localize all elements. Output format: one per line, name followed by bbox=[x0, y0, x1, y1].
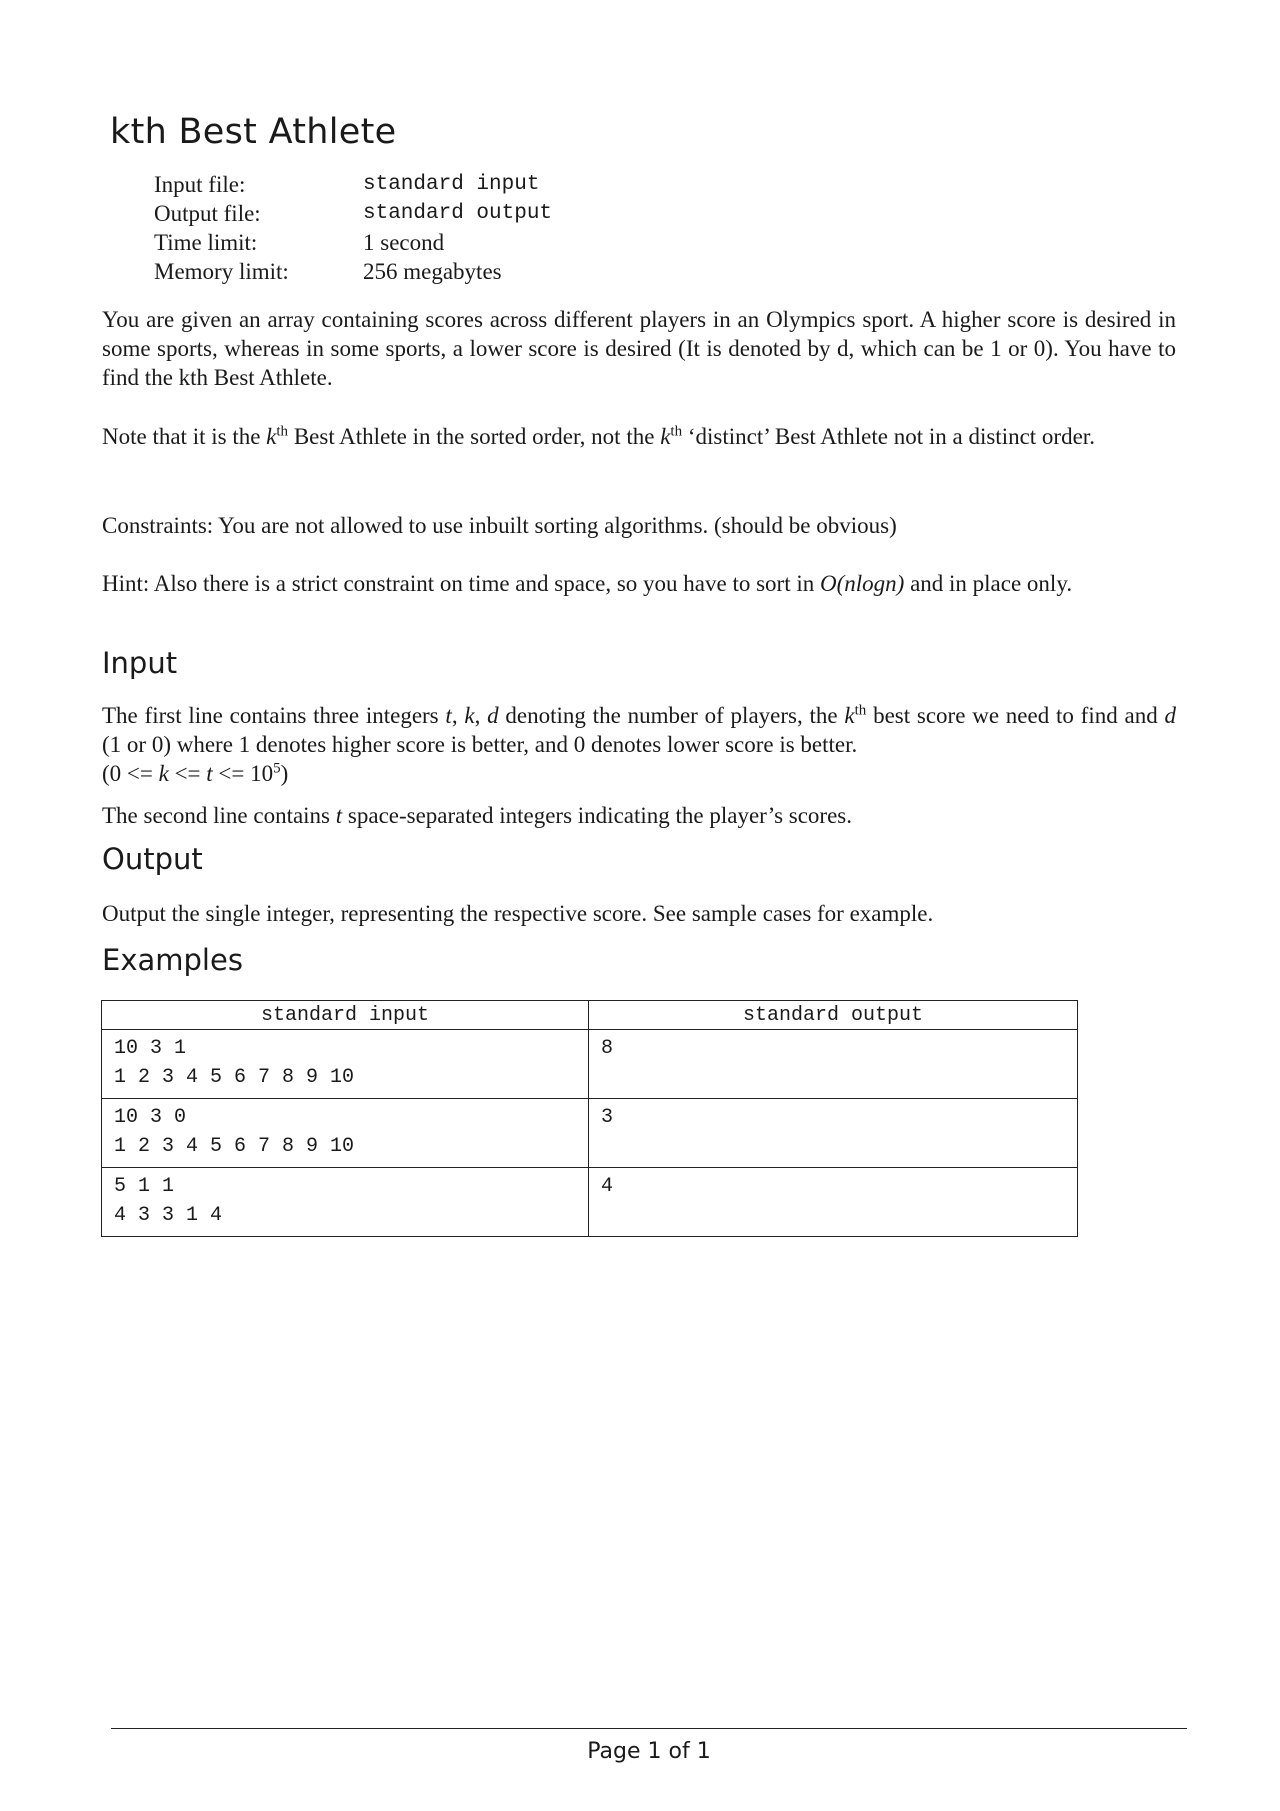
input-paragraph-1: The first line contains three integers t, k, d denoting the number of players, the $k^{th}$ best score we need to find and d (1 or 0) where 1 denotes higher score is better, and 0 denotes lower score is better. $(0 <= k <= t <= 10^5)$ bbox=[102, 702, 1177, 786]
math-var: k bbox=[266, 424, 277, 449]
math-var: k bbox=[158, 761, 169, 786]
page-number: Page 1 of 1 bbox=[587, 1739, 711, 1764]
superscript: th bbox=[670, 423, 683, 440]
math-var: k bbox=[660, 424, 671, 449]
text-run: best score we need to find and bbox=[866, 703, 1165, 728]
text-run: Note that it is the bbox=[102, 424, 267, 449]
column-header-input: standard input bbox=[102, 1001, 589, 1030]
example-output: 3 bbox=[589, 1099, 1078, 1168]
example-row bbox=[102, 1168, 1078, 1237]
examples-heading: Examples bbox=[102, 943, 243, 977]
math-var: d bbox=[1164, 703, 1177, 728]
limit-value: 256 megabytes bbox=[363, 259, 502, 284]
math-var: d bbox=[487, 703, 499, 728]
limit-label: Memory limit: bbox=[154, 259, 289, 284]
limit-value: standard input bbox=[363, 173, 540, 196]
math-var: t bbox=[445, 703, 452, 728]
superscript: th bbox=[276, 423, 289, 440]
text-run: Best Athlete in the sorted order, not the bbox=[288, 424, 661, 449]
text-run: <= 10 bbox=[212, 761, 274, 786]
example-input: 10 3 1 1 2 3 4 5 6 7 8 9 10 bbox=[102, 1030, 589, 1099]
output-heading: Output bbox=[102, 842, 203, 876]
limit-row-time-limit bbox=[154, 228, 552, 257]
limit-row-memory-limit bbox=[154, 257, 552, 286]
limit-row-output-file bbox=[154, 199, 552, 228]
constraints-paragraph: Constraints: You are not allowed to use inbuilt sorting algorithms. (should be obvious) bbox=[102, 513, 897, 538]
text-run: Hint: Also there is a strict constraint on time and space, so you have to sort in bbox=[102, 571, 820, 596]
example-input: 10 3 0 1 2 3 4 5 6 7 8 9 10 bbox=[102, 1099, 589, 1168]
limits-table bbox=[154, 170, 552, 286]
limit-label: Time limit: bbox=[154, 230, 258, 255]
example-row bbox=[102, 1099, 1078, 1168]
math-expression: O(nlogn) bbox=[819, 571, 905, 596]
text-run: (0 <= bbox=[102, 761, 159, 786]
example-input: 5 1 1 4 3 3 1 4 bbox=[102, 1168, 589, 1237]
example-output: 8 bbox=[589, 1030, 1078, 1099]
statement-paragraph-2 bbox=[102, 422, 1176, 451]
limit-label: Output file: bbox=[154, 201, 261, 226]
superscript: 5 bbox=[273, 760, 281, 777]
limit-label: Input file: bbox=[154, 172, 246, 197]
math-var: k bbox=[844, 703, 855, 728]
examples-table bbox=[101, 1000, 1078, 1237]
text-run: (1 or 0) where 1 denotes higher score is better, and 0 denotes lower score is better. bbox=[102, 732, 858, 757]
text-run: The second line contains bbox=[102, 803, 336, 828]
examples-header-row bbox=[102, 1001, 1078, 1030]
column-header-output: standard output bbox=[589, 1001, 1078, 1030]
limit-value: 1 second bbox=[363, 230, 445, 255]
text-run: <= bbox=[168, 761, 207, 786]
math-var: t bbox=[206, 761, 213, 786]
text-run: The first line contains three integers bbox=[102, 703, 446, 728]
text-run: space-separated integers indicating the player’s scores. bbox=[342, 803, 852, 828]
hint-paragraph bbox=[102, 569, 1176, 598]
example-row bbox=[102, 1030, 1078, 1099]
text-run: and in place only. bbox=[904, 571, 1073, 596]
statement-paragraph-1: You are given an array containing scores across different players in an Olympics sport. A higher score is desired in some sports, whereas in some sports, a lower score is desired (It is denoted by d, which can be 1 or 0). You have to find the kth Best Athlete. bbox=[102, 307, 1176, 390]
input-paragraph-2 bbox=[102, 801, 1176, 830]
math-var: k bbox=[464, 703, 475, 728]
text-run: ) bbox=[280, 761, 289, 786]
problem-title: kth Best Athlete bbox=[110, 112, 397, 152]
footer-divider bbox=[111, 1728, 1187, 1729]
limit-row-input-file bbox=[154, 170, 552, 199]
example-output: 4 bbox=[589, 1168, 1078, 1237]
math-var: t bbox=[335, 803, 343, 828]
output-paragraph: Output the single integer, representing the respective score. See sample cases for example. bbox=[102, 901, 934, 926]
input-heading: Input bbox=[102, 646, 178, 680]
limit-value: standard output bbox=[363, 202, 553, 225]
superscript: th bbox=[854, 702, 867, 719]
text-run: ‘distinct’ Best Athlete not in a distinct order. bbox=[682, 424, 1095, 449]
text-run: denoting the number of players, the bbox=[498, 703, 845, 728]
